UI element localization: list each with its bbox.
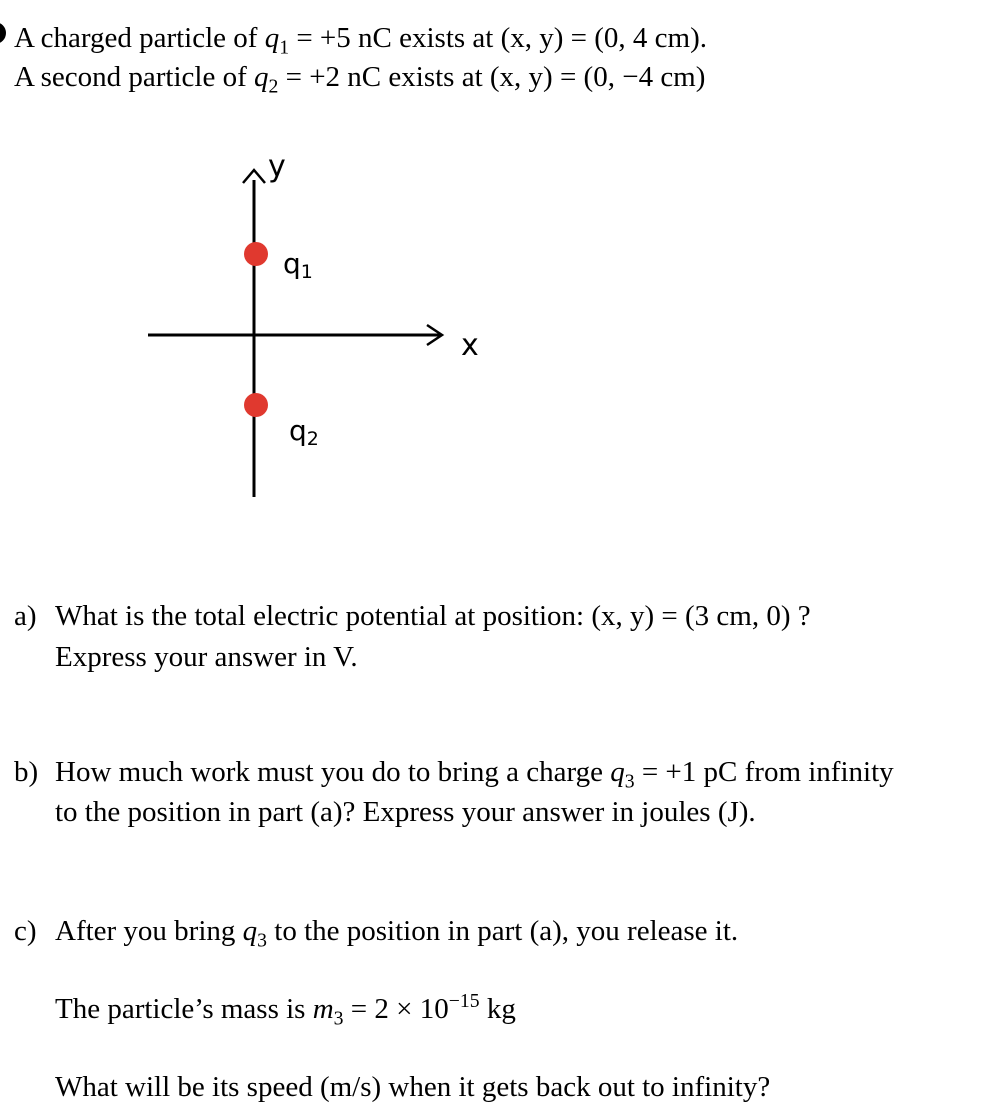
charge-q2-dot — [244, 393, 268, 417]
question-a-label: a) — [14, 600, 37, 632]
question-a-line-1: What is the total electric potential at position: (x, y) = (3 cm, 0) ? — [55, 600, 811, 632]
question-c-mass: The particle’s mass is $m_3 = 2 \times 10^{-15}$ kg — [55, 990, 516, 1030]
question-b-line-1: How much work must you do to bring a charge $q_3 = +1$ pC from infinity — [55, 756, 894, 793]
question-a-line-2: Express your answer in V. — [55, 641, 358, 673]
intro-line-1: A charged particle of $q_1 = +5$ nC exists at (x, y) = (0, 4 cm). — [14, 22, 708, 59]
question-c-line-1: After you bring $q_3$ to the position in part (a), you release it. — [55, 915, 739, 952]
question-b-label: b) — [14, 756, 39, 788]
question-c-line-3: What will be its speed (m/s) when it gets back out to infinity? — [55, 1071, 771, 1103]
y-axis-label: y — [268, 149, 286, 184]
intro-line-2: A second particle of $q_2 = +2$ nC exists at (x, y) = (0, −4 cm) — [14, 61, 706, 98]
question-b-line-2: to the position in part (a)? Express your answer in joules (J). — [55, 796, 756, 828]
charge-q1-dot — [244, 242, 268, 266]
question-c-label: c) — [14, 915, 37, 947]
charge-q2-label: q2 — [289, 414, 319, 450]
charge-q1-label: q1 — [283, 247, 313, 283]
x-axis-label: x — [461, 328, 479, 363]
